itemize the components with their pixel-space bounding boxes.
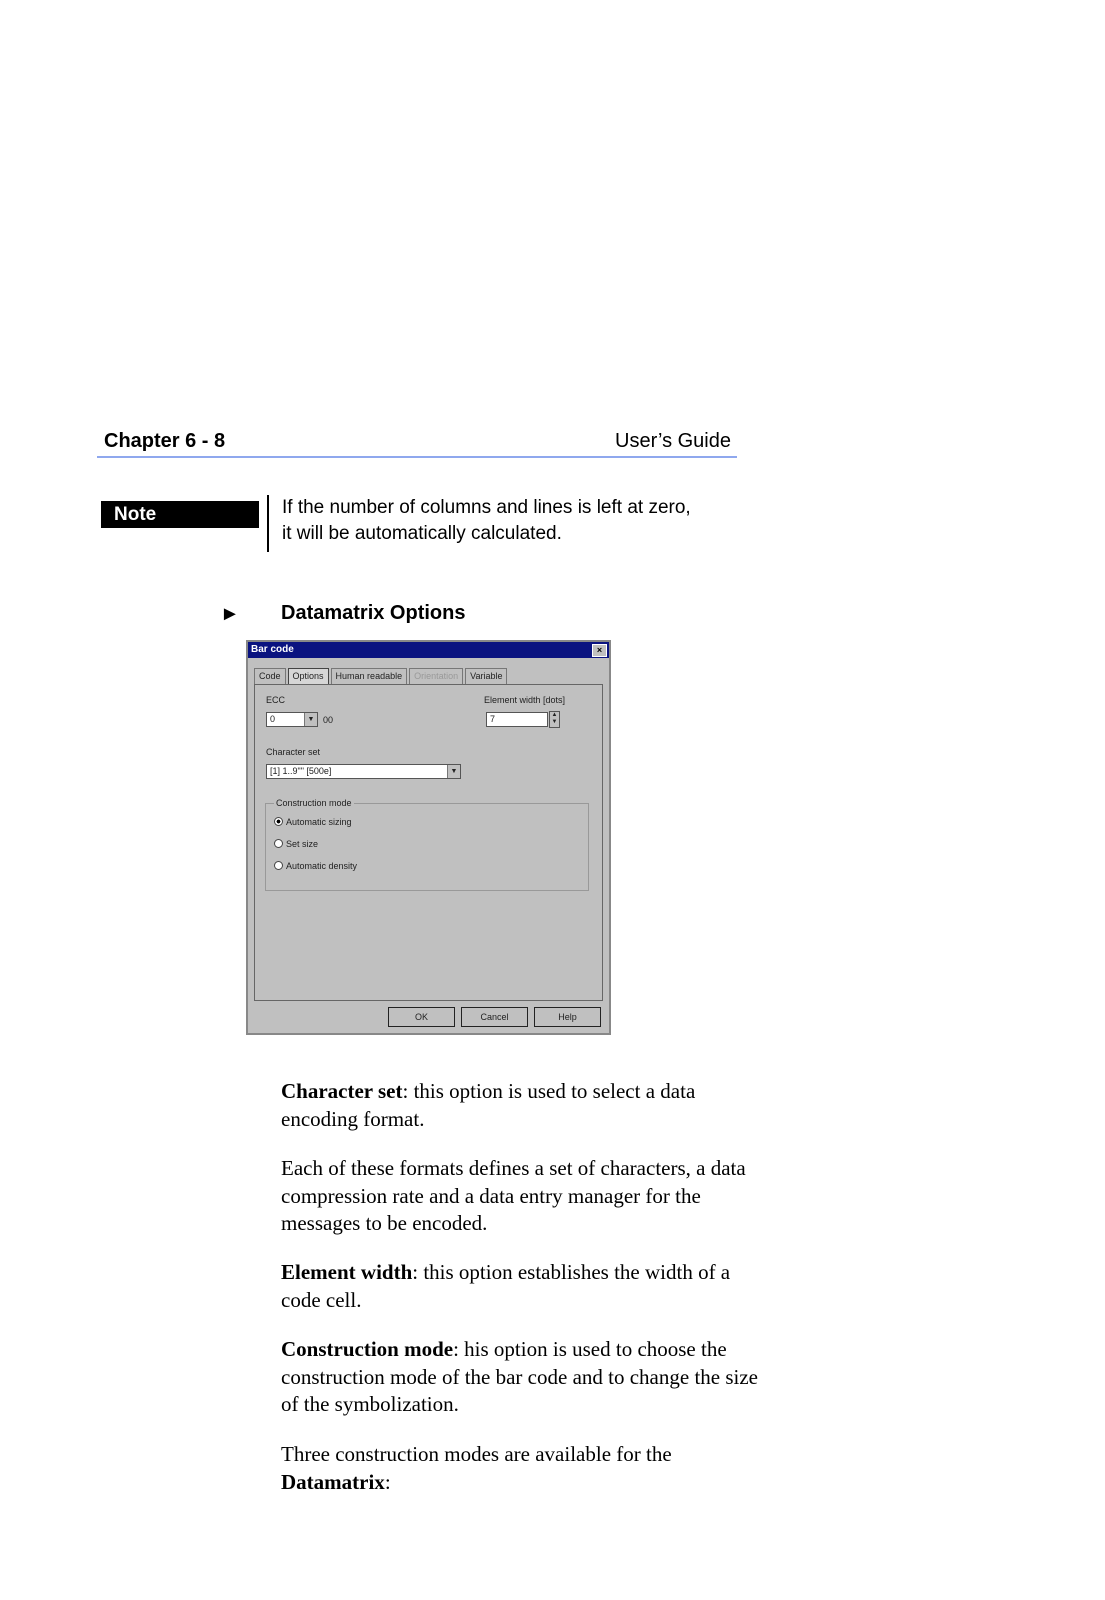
- ecc-suffix: 00: [323, 715, 334, 725]
- radio-label: Automatic sizing: [286, 817, 352, 827]
- radio-label: Set size: [286, 839, 319, 849]
- paragraph-character-set: [281, 1078, 761, 1133]
- radio-selected-icon: [274, 817, 283, 826]
- paragraph-text: Three construction modes are available for the: [281, 1442, 672, 1466]
- page-header: [97, 420, 737, 458]
- paragraph-formats: Each of these formats defines a set of characters, a data compression rate and a data entry manager for the messages to be encoded.: [281, 1156, 746, 1235]
- radio-set-size[interactable]: [274, 839, 318, 849]
- tab-options[interactable]: Options: [288, 668, 329, 684]
- guide-title: User’s Guide: [615, 430, 731, 452]
- dialog-titlebar: [248, 642, 609, 658]
- radio-automatic-density[interactable]: [274, 861, 357, 871]
- tab-human-readable[interactable]: Human readable: [331, 668, 408, 684]
- spinner-arrows-icon[interactable]: ▲ ▼: [549, 711, 560, 728]
- help-button[interactable]: Help: [534, 1007, 601, 1027]
- construction-mode-label: Construction mode: [276, 798, 352, 808]
- term-datamatrix: Datamatrix: [281, 1469, 385, 1494]
- ok-button[interactable]: OK: [388, 1007, 455, 1027]
- charset-label: Character set: [266, 747, 321, 757]
- chapter-number: Chapter 6 - 8: [104, 430, 226, 452]
- paragraph-text: : this option establishes the width of a code cell.: [281, 1260, 731, 1312]
- construction-mode-group: [265, 798, 589, 891]
- cancel-button[interactable]: Cancel: [461, 1007, 528, 1027]
- section-title: Datamatrix Options: [281, 602, 466, 624]
- paragraph-three-modes: [281, 1441, 761, 1496]
- options-panel: [254, 684, 603, 1001]
- note-label: Note: [101, 501, 259, 528]
- section-arrow-icon: ►: [220, 603, 240, 625]
- chevron-down-icon: ▼: [447, 765, 460, 778]
- paragraph-construction-mode: [281, 1336, 761, 1419]
- note-text: [282, 495, 752, 547]
- chevron-down-icon: ▼: [304, 713, 317, 726]
- radio-label: Automatic density: [286, 861, 358, 871]
- term-construction-mode: Construction mode: [281, 1337, 454, 1361]
- element-width-label: Element width [dots]: [484, 695, 566, 705]
- bar-code-dialog-screenshot: [246, 640, 611, 1035]
- paragraph-text: : this option is used to select a data encoding format.: [281, 1079, 696, 1131]
- charset-select[interactable]: [266, 764, 461, 779]
- term-character-set: Character set: [281, 1079, 403, 1103]
- term-element-width: Element width: [281, 1260, 413, 1284]
- tab-variable[interactable]: Variable: [465, 668, 507, 684]
- close-icon[interactable]: ×: [592, 644, 607, 657]
- element-width-input[interactable]: [486, 712, 548, 727]
- note-divider: [267, 495, 269, 552]
- element-width-value: 7: [490, 714, 496, 724]
- paragraph-text: :: [384, 1469, 391, 1494]
- radio-automatic-sizing[interactable]: [274, 817, 352, 827]
- charset-value: [1] 1..9"" [500e]: [270, 766, 332, 776]
- radio-icon: [274, 861, 283, 870]
- dialog-tabs: [254, 668, 509, 684]
- paragraph-element-width: [281, 1259, 761, 1314]
- ecc-label: ECC: [266, 695, 286, 705]
- tab-code[interactable]: Code: [254, 668, 286, 684]
- radio-icon: [274, 839, 283, 848]
- tab-orientation[interactable]: Orientation: [409, 668, 463, 684]
- ecc-value: 0: [270, 714, 276, 724]
- dialog-title: Bar code: [251, 644, 294, 655]
- ecc-select[interactable]: [266, 712, 318, 727]
- paragraph-text: : his option is used to choose the construction mode of the bar code and to change the size of the symbolization.: [281, 1337, 758, 1416]
- note-line-1: If the number of columns and lines is left at zero,: [282, 497, 691, 518]
- note-line-2: it will be automatically calculated.: [282, 523, 562, 544]
